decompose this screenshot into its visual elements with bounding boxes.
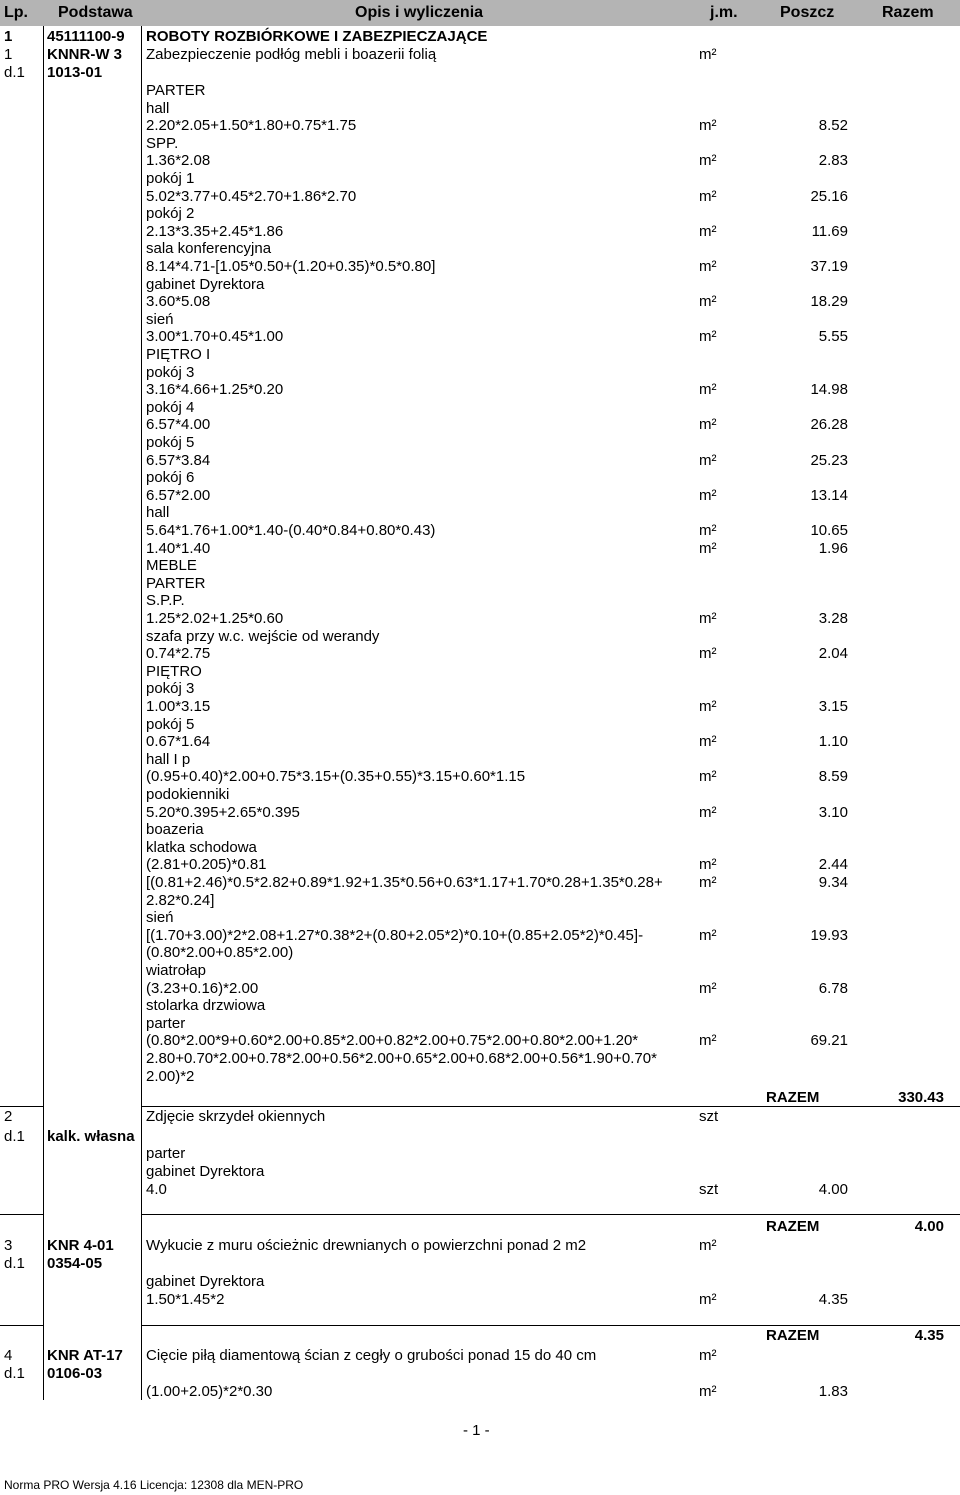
calc-value: 19.93 [810,927,848,944]
row-separator [0,1106,43,1107]
description-line: pokój 6 [146,469,195,486]
calc-unit: m² [699,117,717,134]
item-base-code: KNR 4-01 [47,1237,114,1254]
calc-value: 25.16 [810,188,848,205]
description-line: hall [146,504,170,521]
calc-value: 5.55 [818,328,848,345]
calc-line: 6.57*3.84 [146,452,211,469]
description-line: PIĘTRO I [146,346,211,363]
calc-unit: m² [699,733,717,750]
description-line: pokój 5 [146,716,195,733]
item-number: 2 [4,1108,13,1125]
calc-line: 5.64*1.76+1.00*1.40-(0.40*0.84+0.80*0.43) [146,522,436,539]
header-opis: Opis i wyliczenia [355,4,484,21]
calc-value: 8.59 [818,768,848,785]
calc-value: 3.28 [818,610,848,627]
description-line: stolarka drzwiowa [146,997,266,1014]
section-code: 45111100-9 [47,28,125,45]
calc-line: (0.80*2.00*9+0.60*2.00+0.85*2.00+0.82*2.00+0.75*2.00+0.80*2.00+1.20* [146,1032,639,1049]
calc-line: 2.13*3.35+2.45*1.86 [146,223,284,240]
calc-unit: m² [699,452,717,469]
item-sub: d.1 [4,1365,25,1382]
row-separator [142,1325,960,1326]
calc-line: 6.57*4.00 [146,416,211,433]
description-line: klatka schodowa [146,839,257,856]
razem-label: RAZEM [766,1327,820,1344]
calc-unit: m² [699,927,717,944]
calc-line: 3.00*1.70+0.45*1.00 [146,328,284,345]
calc-unit: szt [699,1181,719,1198]
description-line: sień [146,909,174,926]
calc-line: 1.25*2.02+1.25*0.60 [146,610,284,627]
description-line: boazeria [146,821,204,838]
description-line: gabinet Dyrektora [146,1273,265,1290]
razem-total: 4.35 [914,1327,944,1344]
description-line: pokój 4 [146,399,195,416]
description-line: gabinet Dyrektora [146,276,265,293]
description-line: parter [146,1015,186,1032]
calc-line: 1.00*3.15 [146,698,211,715]
calc-line: (3.23+0.16)*2.00 [146,980,259,997]
description-line: (0.80*2.00+0.85*2.00) [146,944,294,961]
table-header [0,0,960,26]
calc-value: 25.23 [810,452,848,469]
calc-value: 69.21 [810,1032,848,1049]
calc-unit: m² [699,293,717,310]
item-unit: m² [699,1347,717,1364]
calc-unit: m² [699,328,717,345]
description-line: PARTER [146,82,206,99]
calc-value: 8.52 [818,117,848,134]
item-sub: d.1 [4,1128,25,1145]
item-number: 1 [4,46,13,63]
calc-unit: m² [699,258,717,275]
description-line: pokój 2 [146,205,195,222]
calc-line: 8.14*4.71-[1.05*0.50+(1.20+0.35)*0.5*0.80] [146,258,436,275]
description-line: hall I p [146,751,191,768]
footer-license: Norma PRO Wersja 4.16 Licencja: 12308 dla MEN-PRO [4,1478,304,1492]
calc-line: 6.57*2.00 [146,487,211,504]
description-line: szafa przy w.c. wejście od werandy [146,628,380,645]
calc-unit: m² [699,381,717,398]
column-divider [43,26,44,1400]
calc-line: 0.67*1.64 [146,733,211,750]
calc-line: (0.95+0.40)*2.00+0.75*3.15+(0.35+0.55)*3.15+0.60*1.15 [146,768,526,785]
calc-value: 11.69 [811,223,848,240]
item-number: 3 [4,1237,13,1254]
calc-unit: m² [699,804,717,821]
calc-unit: m² [699,416,717,433]
description-line: pokój 3 [146,680,195,697]
header-jm: j.m. [710,4,738,21]
item-sub: d.1 [4,64,25,81]
description-line: pokój 3 [146,364,195,381]
calc-value: 37.19 [810,258,848,275]
item-base-number: 0354-05 [47,1255,103,1272]
row-separator [0,1214,43,1215]
razem-total: 330.43 [898,1089,944,1106]
item-unit: szt [699,1108,719,1125]
calc-unit: m² [699,152,717,169]
item-title: Cięcie piłą diamentową ścian z cegły o grubości ponad 15 do 40 cm [146,1347,597,1364]
calc-unit: m² [699,522,717,539]
description-line: wiatrołap [146,962,207,979]
calc-line: (1.00+2.05)*2*0.30 [146,1383,273,1400]
razem-label: RAZEM [766,1218,820,1235]
header-razem: Razem [882,4,934,21]
item-base-code: kalk. własna [47,1128,135,1145]
item-unit: m² [699,1237,717,1254]
razem-total: 4.00 [914,1218,944,1235]
row-separator [142,1106,960,1107]
calc-line: 4.0 [146,1181,167,1198]
calc-unit: m² [699,1291,717,1308]
description-line: 2.82*0.24] [146,892,215,909]
description-line: SPP. [146,135,179,152]
calc-value: 1.83 [818,1383,848,1400]
description-line: MEBLE [146,557,197,574]
calc-value: 2.04 [818,645,848,662]
calc-unit: m² [699,540,717,557]
description-line: S.P.P. [146,592,185,609]
item-title: Zabezpieczenie podłóg mebli i boazerii folią [146,46,437,63]
calc-unit: m² [699,188,717,205]
description-line: PARTER [146,575,206,592]
header-poszcz: Poszcz [780,4,835,21]
calc-unit: m² [699,856,717,873]
calc-line: 1.36*2.08 [146,152,211,169]
item-base-number: 1013-01 [47,64,103,81]
calc-value: 1.96 [818,540,848,557]
calc-unit: m² [699,768,717,785]
calc-value: 3.15 [818,698,848,715]
calc-line: (2.81+0.205)*0.81 [146,856,267,873]
calc-line: 2.20*2.05+1.50*1.80+0.75*1.75 [146,117,357,134]
calc-unit: m² [699,645,717,662]
calc-value: 10.65 [810,522,848,539]
calc-unit: m² [699,223,717,240]
calc-unit: m² [699,487,717,504]
calc-value: 18.29 [810,293,848,310]
description-line: sień [146,311,174,328]
description-line: parter [146,1145,186,1162]
calc-unit: m² [699,1383,717,1400]
calc-value: 2.83 [818,152,848,169]
item-sub: d.1 [4,1255,25,1272]
description-line: 2.00)*2 [146,1068,195,1085]
calc-value: 2.44 [818,856,848,873]
calc-line: [(1.70+3.00)*2*2.08+1.27*0.38*2+(0.80+2.05*2)*0.10+(0.85+2.05*2)*0.45]- [146,927,644,944]
calc-line: [(0.81+2.46)*0.5*2.82+0.89*1.92+1.35*0.56+0.63*1.17+1.70*0.28+1.35*0.28+ [146,874,663,891]
calc-value: 1.10 [818,733,848,750]
calc-value: 4.35 [818,1291,848,1308]
calc-unit: m² [699,698,717,715]
item-number: 4 [4,1347,13,1364]
calc-line: 3.60*5.08 [146,293,211,310]
calc-value: 26.28 [810,416,848,433]
row-separator [142,1214,960,1215]
calc-line: 3.16*4.66+1.25*0.20 [146,381,284,398]
calc-unit: m² [699,1032,717,1049]
calc-value: 9.34 [818,874,848,891]
item-base-code: KNR AT-17 [47,1347,123,1364]
calc-value: 3.10 [818,804,848,821]
row-separator [0,1325,43,1326]
calc-line: 5.20*0.395+2.65*0.395 [146,804,300,821]
description-line: PIĘTRO [146,663,202,680]
header-podstawa: Podstawa [58,4,133,21]
section-title: ROBOTY ROZBIÓRKOWE I ZABEZPIECZAJĄCE [146,28,488,45]
calc-unit: m² [699,980,717,997]
description-line: hall [146,100,170,117]
calc-value: 14.98 [810,381,848,398]
calc-line: 1.50*1.45*2 [146,1291,225,1308]
item-title: Wykucie z muru ościeżnic drewnianych o powierzchni ponad 2 m2 [146,1237,587,1254]
calc-line: 0.74*2.75 [146,645,211,662]
calc-unit: m² [699,874,717,891]
item-base-number: 0106-03 [47,1365,103,1382]
description-line: pokój 1 [146,170,195,187]
description-line: podokienniki [146,786,230,803]
description-line: sala konferencyjna [146,240,272,257]
calc-value: 4.00 [818,1181,848,1198]
calc-unit: m² [699,610,717,627]
razem-label: RAZEM [766,1089,820,1106]
item-unit: m² [699,46,717,63]
calc-line: 5.02*3.77+0.45*2.70+1.86*2.70 [146,188,357,205]
item-title: Zdjęcie skrzydeł okiennych [146,1108,326,1125]
description-line: gabinet Dyrektora [146,1163,265,1180]
description-line: pokój 5 [146,434,195,451]
item-base-code: KNNR-W 3 [47,46,122,63]
calc-value: 13.14 [810,487,848,504]
column-divider [141,26,142,1400]
calc-line: 1.40*1.40 [146,540,211,557]
calc-value: 6.78 [818,980,848,997]
section-number: 1 [4,28,13,45]
page-number: - 1 - [463,1422,490,1439]
header-lp: Lp. [4,4,28,21]
description-line: 2.80+0.70*2.00+0.78*2.00+0.56*2.00+0.65*2.00+0.68*2.00+0.56*1.90+0.70* [146,1050,657,1067]
